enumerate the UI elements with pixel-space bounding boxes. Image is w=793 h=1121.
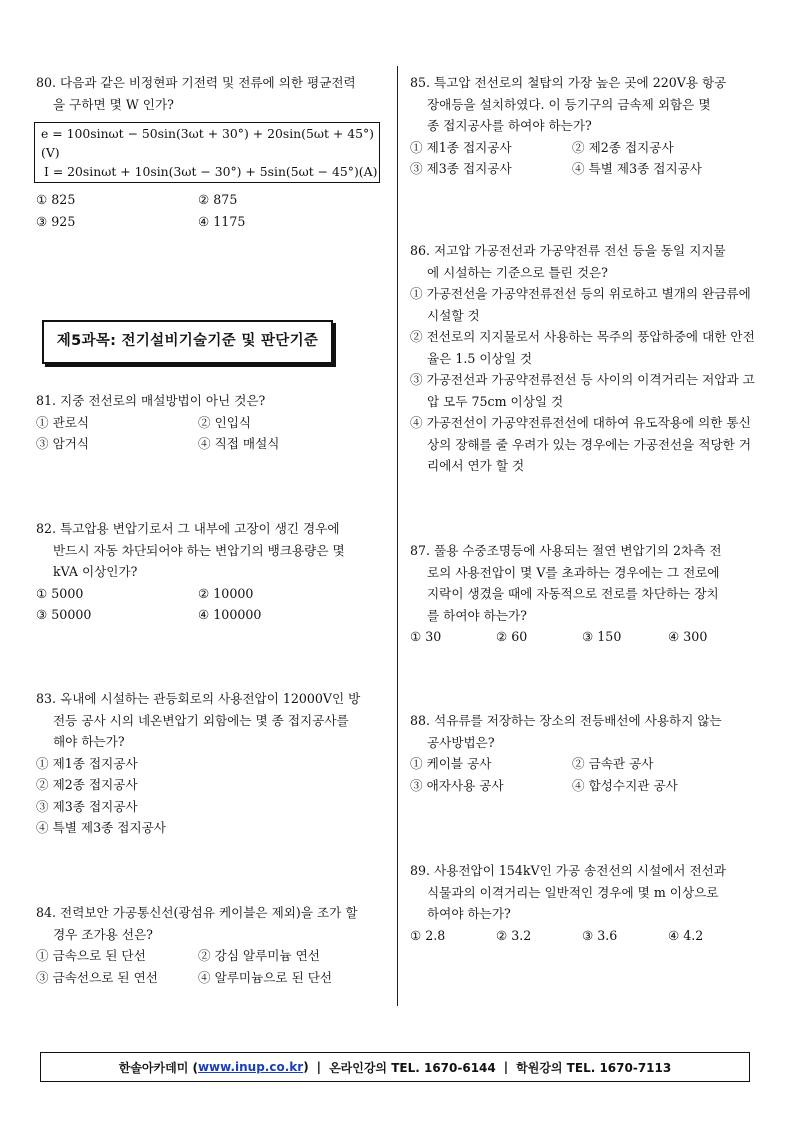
answer-options	[410, 925, 760, 947]
offline-phone: 학원강의 TEL. 1670-7113	[516, 1060, 672, 1075]
option-3[interactable]: ③ 제3종 접지공사	[36, 798, 138, 814]
question-stem: 88. 석유류를 저장하는 장소의 전등배선에 사용하지 않는 공사방법은?	[410, 713, 722, 750]
formula-voltage: e = 100sinωt − 50sin(3ωt + 30°) + 20sin(5ωt + 45°)(V)	[41, 126, 374, 160]
option-3[interactable]: ③ 925	[36, 213, 76, 229]
option-4[interactable]: ④ 특별 제3종 접지공사	[572, 161, 702, 176]
answer-options	[36, 583, 386, 626]
option-4[interactable]: ④ 직접 매설식	[198, 436, 280, 451]
question-stem: 86. 저고압 가공전선과 가공약전류 전선 등을 동일 지지물 에 시설하는 기준으로 틀린 것은?	[410, 243, 726, 280]
option-1[interactable]: ① 제1종 접지공사	[36, 755, 138, 771]
question-84	[36, 902, 386, 988]
answer-options	[410, 753, 760, 796]
formula-box	[34, 122, 380, 183]
question-86	[410, 240, 760, 477]
option-3[interactable]: ③ 가공전선과 가공약전류전선 등 사이의 이격거리는 저압과 고압 모두 75cm 이상일 것	[410, 372, 755, 409]
option-1[interactable]: ① 제1종 접지공사	[410, 139, 512, 155]
option-4[interactable]: ④ 1175	[198, 213, 246, 229]
option-2[interactable]: ② 60	[496, 629, 528, 644]
question-stem: 85. 특고압 전선로의 철탑의 가장 높은 곳에 220V용 항공 장애등을 설치하였다. 이 등기구의 금속제 외함은 몇 종 접지공사를 하여야 하는가?	[410, 75, 727, 133]
option-3[interactable]: ③ 50000	[36, 607, 92, 622]
option-2[interactable]: ② 제2종 접지공사	[572, 139, 674, 155]
question-stem: 87. 풀용 수중조명등에 사용되는 절연 변압기의 2차측 전 로의 사용전압이 몇 V를 초과하는 경우에는 그 전로에 지락이 생겼을 때에 자동적으로 전로를 차단하는 장치 를 하여야 하는가?	[410, 543, 722, 623]
option-4[interactable]: ④ 가공전선이 가공약전류전선에 대하여 유도작용에 의한 통신상의 장해를 줄 우려가 있는 경우에는 가공전선을 적당한 거리에서 연가 할 것	[410, 415, 751, 473]
option-3[interactable]: ③ 제3종 접지공사	[410, 161, 512, 176]
question-stem: 82. 특고압용 변압기로서 그 내부에 고장이 생긴 경우에 반드시 자동 차단되어야 하는 변압기의 뱅크용량은 몇 kVA 이상인가?	[36, 521, 345, 579]
option-2[interactable]: ② 강심 알루미늄 연선	[198, 948, 320, 963]
option-2[interactable]: ② 제2종 접지공사	[36, 777, 138, 792]
section-title: 제5과목: 전기설비기술기준 및 판단기준	[42, 320, 333, 364]
option-4[interactable]: ④ 합성수지관 공사	[572, 777, 678, 793]
option-2[interactable]: ② 875	[198, 192, 238, 207]
option-4[interactable]: ④ 300	[668, 629, 708, 644]
footer-contact-bar	[40, 1052, 750, 1082]
option-3[interactable]: ③ 애자사용 공사	[410, 777, 504, 793]
online-phone: 온라인강의 TEL. 1670-6144	[329, 1060, 496, 1075]
question-87	[410, 540, 760, 648]
formula-current: I = 20sinωt + 10sin(3ωt − 30°) + 5sin(5ωt − 45°)(A)	[44, 164, 378, 179]
question-stem: 81. 지중 전선로의 매설방법이 아닌 것은?	[36, 393, 266, 408]
question-stem: 80. 다음과 같은 비정현파 기전력 및 전류에 의한 평균전력 을 구하면 몇 W 인가?	[36, 75, 356, 112]
answer-options	[36, 753, 386, 839]
answer-options	[36, 412, 386, 455]
academy-name: 한솔아카데미 (	[118, 1060, 198, 1075]
academy-url-link[interactable]: www.inup.co.kr	[197, 1060, 304, 1074]
question-80	[36, 72, 386, 232]
question-83	[36, 688, 386, 839]
answer-options	[36, 189, 386, 232]
option-1[interactable]: ① 금속으로 된 단선	[36, 948, 146, 963]
answer-options	[36, 945, 386, 988]
academy-name-close: )	[303, 1060, 309, 1074]
option-1[interactable]: ① 관로식	[36, 414, 90, 430]
question-82	[36, 518, 386, 626]
option-1[interactable]: ① 가공전선을 가공약전류전선 등의 위로하고 별개의 완금류에 시설할 것	[410, 286, 751, 323]
option-3[interactable]: ③ 암거식	[36, 436, 90, 451]
option-4[interactable]: ④ 특별 제3종 접지공사	[36, 820, 166, 835]
question-stem: 83. 옥내에 시설하는 관등회로의 사용전압이 12000V인 방 전등 공사 시의 네온변압기 외함에는 몇 종 접지공사를 해야 하는가?	[36, 691, 361, 749]
option-3[interactable]: ③ 3.6	[582, 927, 618, 943]
option-1[interactable]: ① 825	[36, 192, 76, 207]
question-81	[36, 390, 386, 455]
option-4[interactable]: ④ 100000	[198, 607, 262, 622]
option-1[interactable]: ① 5000	[36, 585, 84, 601]
option-2[interactable]: ② 금속관 공사	[572, 756, 654, 771]
answer-options	[410, 137, 760, 180]
answer-options	[410, 283, 760, 477]
question-stem: 89. 사용전압이 154kV인 가공 송전선의 시설에서 전선과 식물과의 이격거리는 일반적인 경우에 몇 m 이상으로 하여야 하는가?	[410, 863, 726, 921]
option-1[interactable]: ① 케이블 공사	[410, 756, 492, 771]
option-1[interactable]: ① 30	[410, 629, 442, 644]
question-85	[410, 72, 760, 180]
option-2[interactable]: ② 3.2	[496, 927, 532, 943]
option-3[interactable]: ③ 150	[582, 629, 622, 644]
separator: |	[503, 1060, 509, 1074]
option-3[interactable]: ③ 금속선으로 된 연선	[36, 969, 158, 985]
option-2[interactable]: ② 인입식	[198, 414, 252, 430]
separator: |	[316, 1060, 322, 1074]
option-2[interactable]: ② 10000	[198, 585, 254, 601]
question-88	[410, 710, 760, 796]
answer-options	[410, 626, 760, 648]
question-stem: 84. 전력보안 가공통신선(광섬유 케이블은 제외)을 조가 할 경우 조가용 선은?	[36, 905, 358, 942]
column-divider	[397, 66, 398, 1006]
option-4[interactable]: ④ 4.2	[668, 927, 704, 943]
option-4[interactable]: ④ 알루미늄으로 된 단선	[198, 969, 333, 985]
question-89	[410, 860, 760, 946]
option-1[interactable]: ① 2.8	[410, 927, 446, 943]
option-2[interactable]: ② 전선로의 지지물로서 사용하는 목주의 풍압하중에 대한 안전율은 1.5 이상일 것	[410, 329, 755, 366]
